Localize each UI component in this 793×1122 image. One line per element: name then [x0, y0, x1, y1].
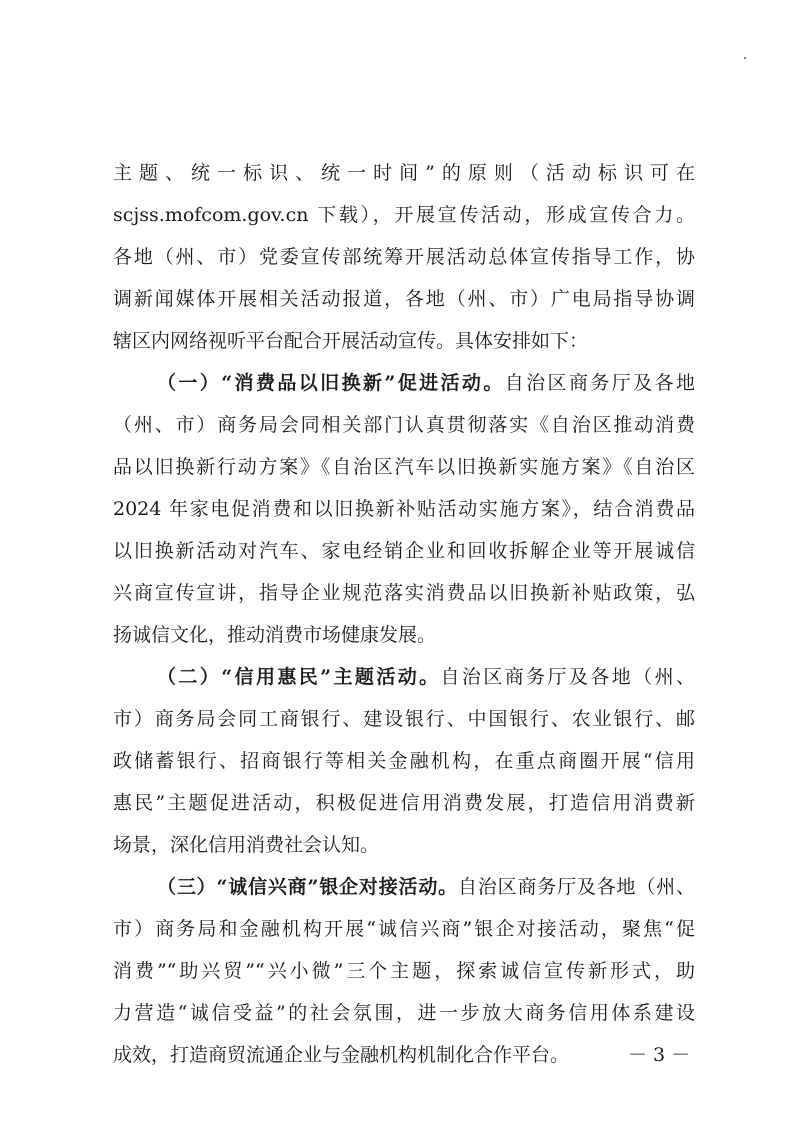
- body-text: 市）商务局会同工商银行、建设银行、中国银行、农业银行、邮: [113, 708, 695, 730]
- text-line: [113, 320, 695, 362]
- body-text: 成效，打造商贸流通企业与金融机构机制化合作平台。: [113, 1044, 570, 1066]
- text-line: [113, 572, 695, 614]
- body-text: 力营造“诚信受益”的社会氛围，进一步放大商务信用体系建设: [113, 1002, 695, 1024]
- text-line: [113, 782, 695, 824]
- bold-heading-text: （三）“诚信兴商”银企对接活动。: [157, 876, 458, 898]
- body-text: 兴商宣传宣讲，指导企业规范落实消费品以旧换新补贴政策，弘: [113, 582, 695, 604]
- paragraph: [113, 656, 695, 866]
- text-line: [113, 740, 695, 782]
- text-line: [113, 614, 695, 656]
- body-text: 惠民”主题促进活动，积极促进信用消费发展，打造信用消费新: [113, 792, 695, 814]
- paragraph: [113, 152, 695, 362]
- bold-heading-text: （一）“消费品以旧换新”促进活动。: [157, 372, 505, 394]
- body-text: 2024 年家电促消费和以旧换新补贴活动实施方案》，结合消费品: [113, 498, 695, 520]
- body-text: 主题、统一标识、统一时间”的原则（活动标识可在: [113, 162, 695, 184]
- body-text: 自治区商务厅及各地: [504, 372, 695, 394]
- bold-heading-text: （二）“信用惠民”主题活动。: [157, 666, 441, 688]
- text-line: [113, 488, 695, 530]
- body-text: 自治区商务厅及各地（州、: [440, 666, 695, 688]
- text-line: [113, 530, 695, 572]
- body-text: （州、市）商务局会同相关部门认真贯彻落实《自治区推动消费: [113, 414, 695, 436]
- paragraph: [113, 362, 695, 656]
- text-line: [113, 908, 695, 950]
- body-text: 自治区商务厅及各地（州、: [457, 876, 695, 898]
- text-line: [113, 362, 695, 404]
- body-text: 政储蓄银行、招商银行等相关金融机构，在重点商圈开展“信用: [113, 750, 695, 772]
- body-text: 扬诚信文化，推动消费市场健康发展。: [113, 624, 437, 646]
- text-line: [113, 1034, 695, 1076]
- body-text: 场景，深化信用消费社会认知。: [113, 834, 380, 856]
- body-text: 消费”“助兴贸”“兴小微”三个主题，探索诚信宣传新形式，助: [113, 960, 695, 982]
- body-text: scjss.mofcom.gov.cn 下载），开展宣传活动，形成宣传合力。: [113, 204, 695, 226]
- text-line: [113, 194, 695, 236]
- text-line: [113, 152, 695, 194]
- text-line: [113, 236, 695, 278]
- text-line: [113, 278, 695, 320]
- body-text: 调新闻媒体开展相关活动报道，各地（州、市）广电局指导协调: [113, 288, 695, 310]
- body-text: 各地（州、市）党委宣传部统筹开展活动总体宣传指导工作，协: [113, 246, 695, 268]
- document-body: [113, 152, 695, 1076]
- text-line: [113, 446, 695, 488]
- paragraph: [113, 866, 695, 1076]
- text-line: [113, 656, 695, 698]
- body-text: 以旧换新活动对汽车、家电经销企业和回收拆解企业等开展诚信: [113, 540, 695, 562]
- text-line: [113, 404, 695, 446]
- body-text: 辖区内网络视听平台配合开展活动宣传。具体安排如下：: [113, 330, 589, 352]
- text-line: [113, 992, 695, 1034]
- text-line: [113, 950, 695, 992]
- page-number: － 3 －: [628, 1044, 691, 1066]
- text-line: [113, 866, 695, 908]
- scan-speck: [744, 57, 746, 59]
- text-line: [113, 698, 695, 740]
- body-text: 市）商务局和金融机构开展“诚信兴商”银企对接活动，聚焦“促: [113, 918, 695, 940]
- text-line: [113, 824, 695, 866]
- body-text: 品以旧换新行动方案》《自治区汽车以旧换新实施方案》《自治区: [113, 456, 695, 478]
